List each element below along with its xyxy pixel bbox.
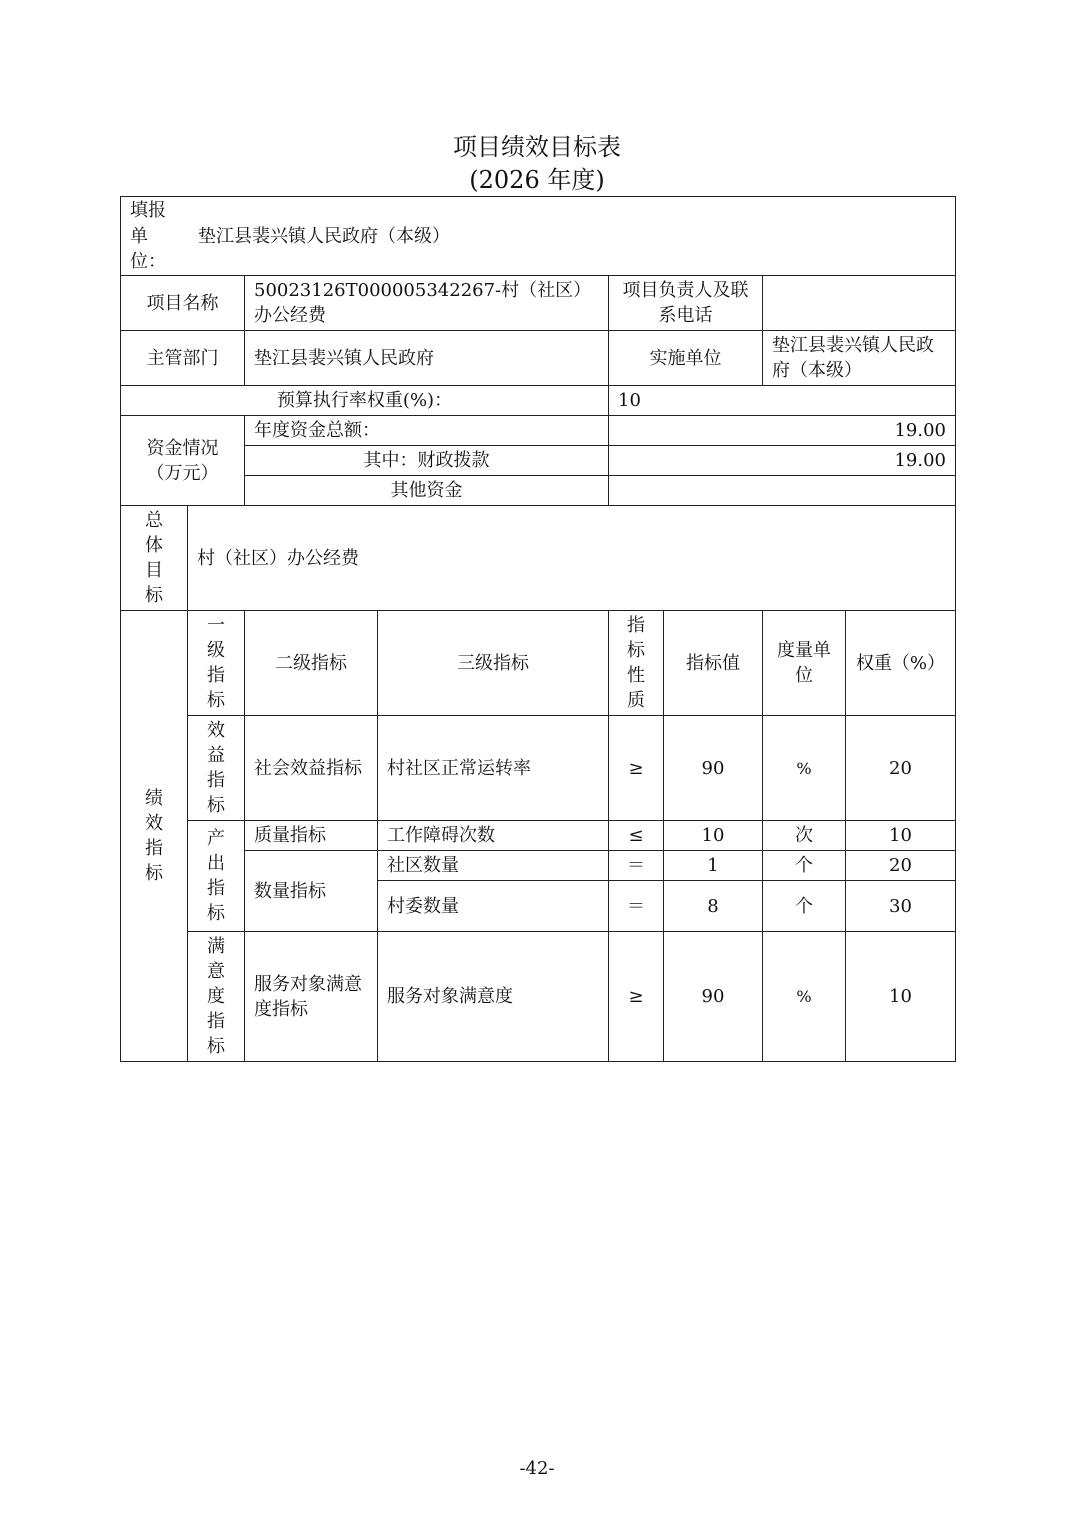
- budget-rate-row: [121, 386, 956, 416]
- group-benefit: [188, 716, 245, 821]
- performance-table: [120, 196, 956, 1062]
- row-level2: 数量指标: [245, 851, 378, 932]
- row-level3: 村社区正常运转率: [378, 716, 609, 821]
- dept-row: [121, 331, 956, 386]
- row-weight: 20: [846, 716, 956, 821]
- table-row: [121, 851, 956, 881]
- dept-value: 垫江县裴兴镇人民政府: [245, 331, 609, 386]
- page-subtitle: (2026 年度): [469, 166, 605, 194]
- row-unit: 次: [763, 821, 846, 851]
- project-contact-value: [763, 276, 956, 331]
- header-weight: 权重（%）: [846, 611, 956, 716]
- header-nature: [609, 611, 664, 716]
- impl-unit-label: 实施单位: [609, 331, 763, 386]
- row-nature: ≥: [609, 932, 664, 1062]
- row-level2: 服务对象满意度指标: [245, 932, 378, 1062]
- project-name-label: 项目名称: [121, 276, 245, 331]
- goal-label: [121, 506, 188, 611]
- row-value: 1: [664, 851, 763, 881]
- funds-fiscal-row: [121, 446, 956, 476]
- row-level3: 服务对象满意度: [378, 932, 609, 1062]
- header-level3: 三级指标: [378, 611, 609, 716]
- unit-value: 垫江县裴兴镇人民政府（本级）: [198, 225, 450, 247]
- budget-rate-value: 10: [609, 386, 956, 416]
- funds-fiscal-label: 其中：财政拨款: [245, 446, 609, 476]
- group-output: [188, 821, 245, 932]
- header-value: 指标值: [664, 611, 763, 716]
- header-level1: [188, 611, 245, 716]
- row-weight: 20: [846, 851, 956, 881]
- funds-total-row: [121, 416, 956, 446]
- dept-label: 主管部门: [121, 331, 245, 386]
- group-output-text: 产 出 指 标: [207, 828, 225, 924]
- row-value: 90: [664, 716, 763, 821]
- funds-fiscal-value: 19.00: [609, 446, 956, 476]
- perf-label-text: 绩 效 指 标: [145, 788, 163, 884]
- row-level2: 社会效益指标: [245, 716, 378, 821]
- group-satisfaction: [188, 932, 245, 1062]
- page-title: 项目绩效目标表: [453, 133, 621, 161]
- unit-label-3: 位：: [130, 251, 166, 272]
- unit-label-1: 填报: [130, 200, 166, 221]
- row-unit: 个: [763, 881, 846, 932]
- table-row: [121, 932, 956, 1062]
- goal-label-text: 总 体 目 标: [145, 510, 163, 606]
- group-benefit-text: 效 益 指 标: [207, 720, 225, 816]
- funds-label: 资金情况（万元）: [121, 416, 245, 506]
- row-unit: 个: [763, 851, 846, 881]
- goal-row: [121, 506, 956, 611]
- row-level2: 质量指标: [245, 821, 378, 851]
- header-unit: 度量单位: [763, 611, 846, 716]
- impl-unit-value: 垫江县裴兴镇人民政府（本级）: [763, 331, 956, 386]
- row-level3: 社区数量: [378, 851, 609, 881]
- unit-row: [121, 197, 956, 276]
- row-nature: ＝: [609, 851, 664, 881]
- header-nature-text: 指 标 性 质: [627, 615, 645, 711]
- perf-header-row: [121, 611, 956, 716]
- row-value: 8: [664, 881, 763, 932]
- row-weight: 10: [846, 932, 956, 1062]
- budget-rate-label: 预算执行率权重(%)：: [121, 386, 609, 416]
- funds-total-value: 19.00: [609, 416, 956, 446]
- unit-cell: [121, 197, 956, 276]
- funds-total-label: 年度资金总额：: [245, 416, 609, 446]
- table-row: [121, 821, 956, 851]
- row-level3: 村委数量: [378, 881, 609, 932]
- row-nature: ＝: [609, 881, 664, 932]
- project-name-value: 50023126T000005342267-村（社区）办公经费: [245, 276, 609, 331]
- row-nature: ≤: [609, 821, 664, 851]
- row-nature: ≥: [609, 716, 664, 821]
- row-value: 10: [664, 821, 763, 851]
- funds-other-row: [121, 476, 956, 506]
- row-unit: %: [763, 716, 846, 821]
- funds-other-label: 其他资金: [245, 476, 609, 506]
- row-weight: 30: [846, 881, 956, 932]
- row-unit: %: [763, 932, 846, 1062]
- row-level3: 工作障碍次数: [378, 821, 609, 851]
- row-weight: 10: [846, 821, 956, 851]
- table-row: [121, 716, 956, 821]
- funds-other-value: [609, 476, 956, 506]
- unit-label-2: 单: [130, 225, 148, 247]
- goal-value: 村（社区）办公经费: [188, 506, 956, 611]
- page-number: -42-: [519, 1458, 555, 1479]
- header-level2: 二级指标: [245, 611, 378, 716]
- perf-label: [121, 611, 188, 1062]
- project-contact-label: 项目负责人及联系电话: [609, 276, 763, 331]
- project-row: [121, 276, 956, 331]
- group-satisfaction-text: 满 意 度 指 标: [207, 936, 225, 1057]
- header-level1-text: 一 级 指 标: [207, 615, 225, 711]
- row-value: 90: [664, 932, 763, 1062]
